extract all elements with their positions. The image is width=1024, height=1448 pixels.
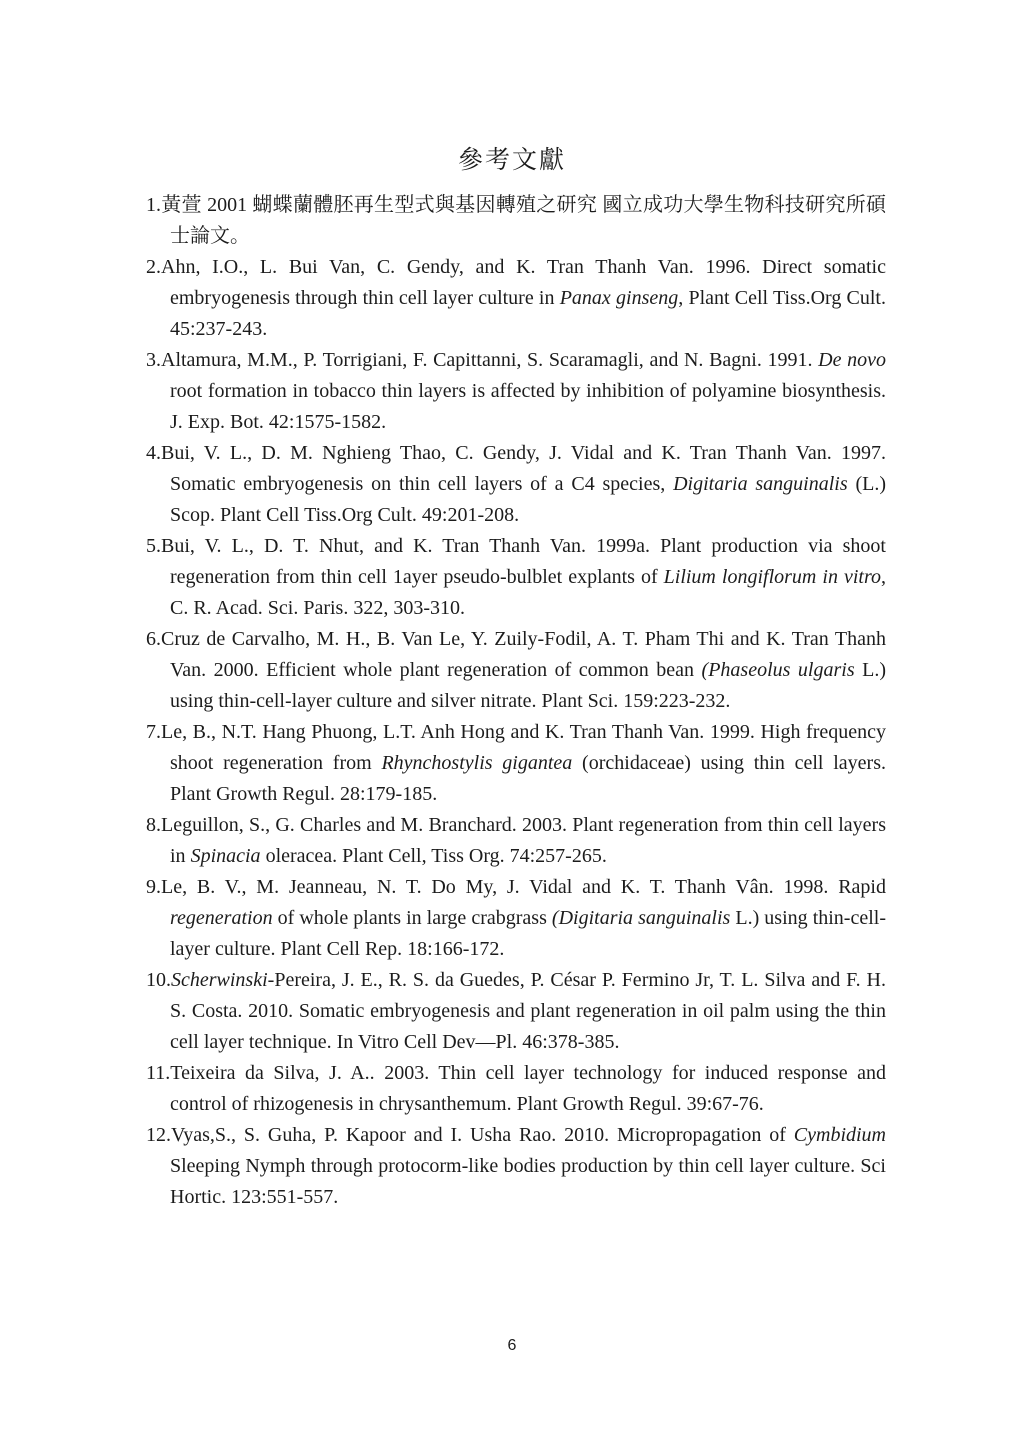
reference-text-run: oleracea. Plant Cell, Tiss Org. 74:257-265. (260, 845, 607, 867)
reference-text-run: 6.Cruz de Carvalho, M. H., B. Van Le, Y. Zuily-Fodil, A. T. Pham Thi and K. Tran Thanh Van. 2000. Efficient whole plant regeneration of common bean (146, 628, 886, 681)
reference-text-run: 2.Ahn, I.O., L. Bui Van, C. Gendy, and K. Tran Thanh Van. 1996. Direct somatic embryogenesis through thin cell layer culture in (146, 256, 886, 309)
reference-item (146, 717, 886, 810)
reference-text-run: (orchidaceae) using thin cell layers. Plant Growth Regul. 28:179-185. (170, 752, 886, 805)
page-title: 參考文獻 (457, 147, 566, 174)
reference-text-run: Spinacia (190, 845, 261, 867)
reference-text-run: (Phaseolus ulgaris (701, 659, 855, 681)
reference-item (146, 531, 886, 624)
reference-text-run: (L.) Scop. Plant Cell Tiss.Org Cult. 49:201-208. (170, 473, 886, 526)
reference-text-run: Panax ginseng (559, 287, 679, 309)
reference-text-run: of whole plants in large crabgrass (272, 907, 552, 929)
reference-text-run: (Digitaria sanguinalis (551, 907, 731, 929)
reference-text-run: 1.黃萱 2001 蝴蝶蘭體胚再生型式與基因轉殖之研究 國立成功大學生物科技研究所碩士論文。 (146, 194, 886, 247)
reference-item (146, 252, 886, 345)
reference-text-run: , Plant Cell Tiss.Org Cult. 45:237-243. (170, 287, 886, 340)
reference-text-run: 7.Le, B., N.T. Hang Phuong, L.T. Anh Hong and K. Tran Thanh Van. 1999. High frequency shoot regeneration from (146, 721, 886, 774)
reference-text-run: Scherwinski (171, 969, 268, 991)
reference-text-run: 8.Leguillon, S., G. Charles and M. Branchard. 2003. Plant regeneration from thin cell layers in (146, 814, 886, 867)
reference-text-run: 5.Bui, V. L., D. T. Nhut, and K. Tran Thanh Van. 1999a. Plant production via shoot regeneration from thin cell 1ayer pseudo-bulblet explants of (146, 535, 886, 588)
reference-item (146, 438, 886, 531)
reference-text-run: root formation in tobacco thin layers is affected by inhibition of polyamine biosynthesis. J. Exp. Bot. 42:1575-1582. (170, 380, 886, 433)
reference-item (146, 872, 886, 965)
reference-item (146, 965, 886, 1058)
page-number: 6 (507, 1337, 517, 1354)
reference-item (146, 190, 886, 252)
reference-item (146, 345, 886, 438)
reference-text-run: L.) using thin-cell-layer culture and silver nitrate. Plant Sci. 159:223-232. (170, 659, 886, 712)
reference-item (146, 1058, 886, 1120)
reference-text-run: Lilium longiflorum in vitro (663, 566, 882, 588)
reference-text-run: -Pereira, J. E., R. S. da Guedes, P. César P. Fermino Jr, T. L. Silva and F. H. S. Costa. 2010. Somatic embryogenesis and plant regeneration in oil palm using the thin cell layer technique. In Vitro Cell Dev—Pl. 46:378-385. (170, 969, 886, 1053)
reference-text-run: 11.Teixeira da Silva, J. A.. 2003. Thin cell layer technology for induced response and control of rhizogenesis in chrysanthemum. Plant Growth Regul. 39:67-76. (146, 1062, 886, 1115)
reference-text-run: L.) using thin-cell-layer culture. Plant Cell Rep. 18:166-172. (170, 907, 886, 960)
reference-text-run: 4.Bui, V. L., D. M. Nghieng Thao, C. Gendy, J. Vidal and K. Tran Thanh Van. 1997. Somatic embryogenesis on thin cell layers of a C4 species, (146, 442, 886, 495)
reference-item (146, 810, 886, 872)
reference-text-run: , C. R. Acad. Sci. Paris. 322, 303-310. (170, 566, 887, 619)
reference-text-run: 10. (146, 969, 171, 991)
reference-text-run: 3.Altamura, M.M., P. Torrigiani, F. Capittanni, S. Scaramagli, and N. Bagni. 1991. (146, 349, 819, 371)
reference-item (146, 624, 886, 717)
reference-text-run: 9.Le, B. V., M. Jeanneau, N. T. Do My, J. Vidal and K. T. Thanh Vân. 1998. Rapid (146, 876, 886, 898)
reference-text-run: Digitaria sanguinalis (673, 473, 848, 495)
reference-text-run: De novo (818, 349, 886, 371)
reference-text-run: regeneration (170, 907, 273, 929)
reference-text-run: Cymbidium (793, 1124, 886, 1146)
reference-text-run: Sleeping Nymph through protocorm-like bodies production by thin cell layer culture. Sci Hortic. 123:551-557. (170, 1155, 886, 1208)
reference-text-run: 12.Vyas,S., S. Guha, P. Kapoor and I. Usha Rao. 2010. Micropropagation of (146, 1124, 794, 1146)
references-list (146, 190, 886, 1213)
reference-text-run: Rhynchostylis gigantea (381, 752, 573, 774)
reference-item (146, 1120, 886, 1213)
